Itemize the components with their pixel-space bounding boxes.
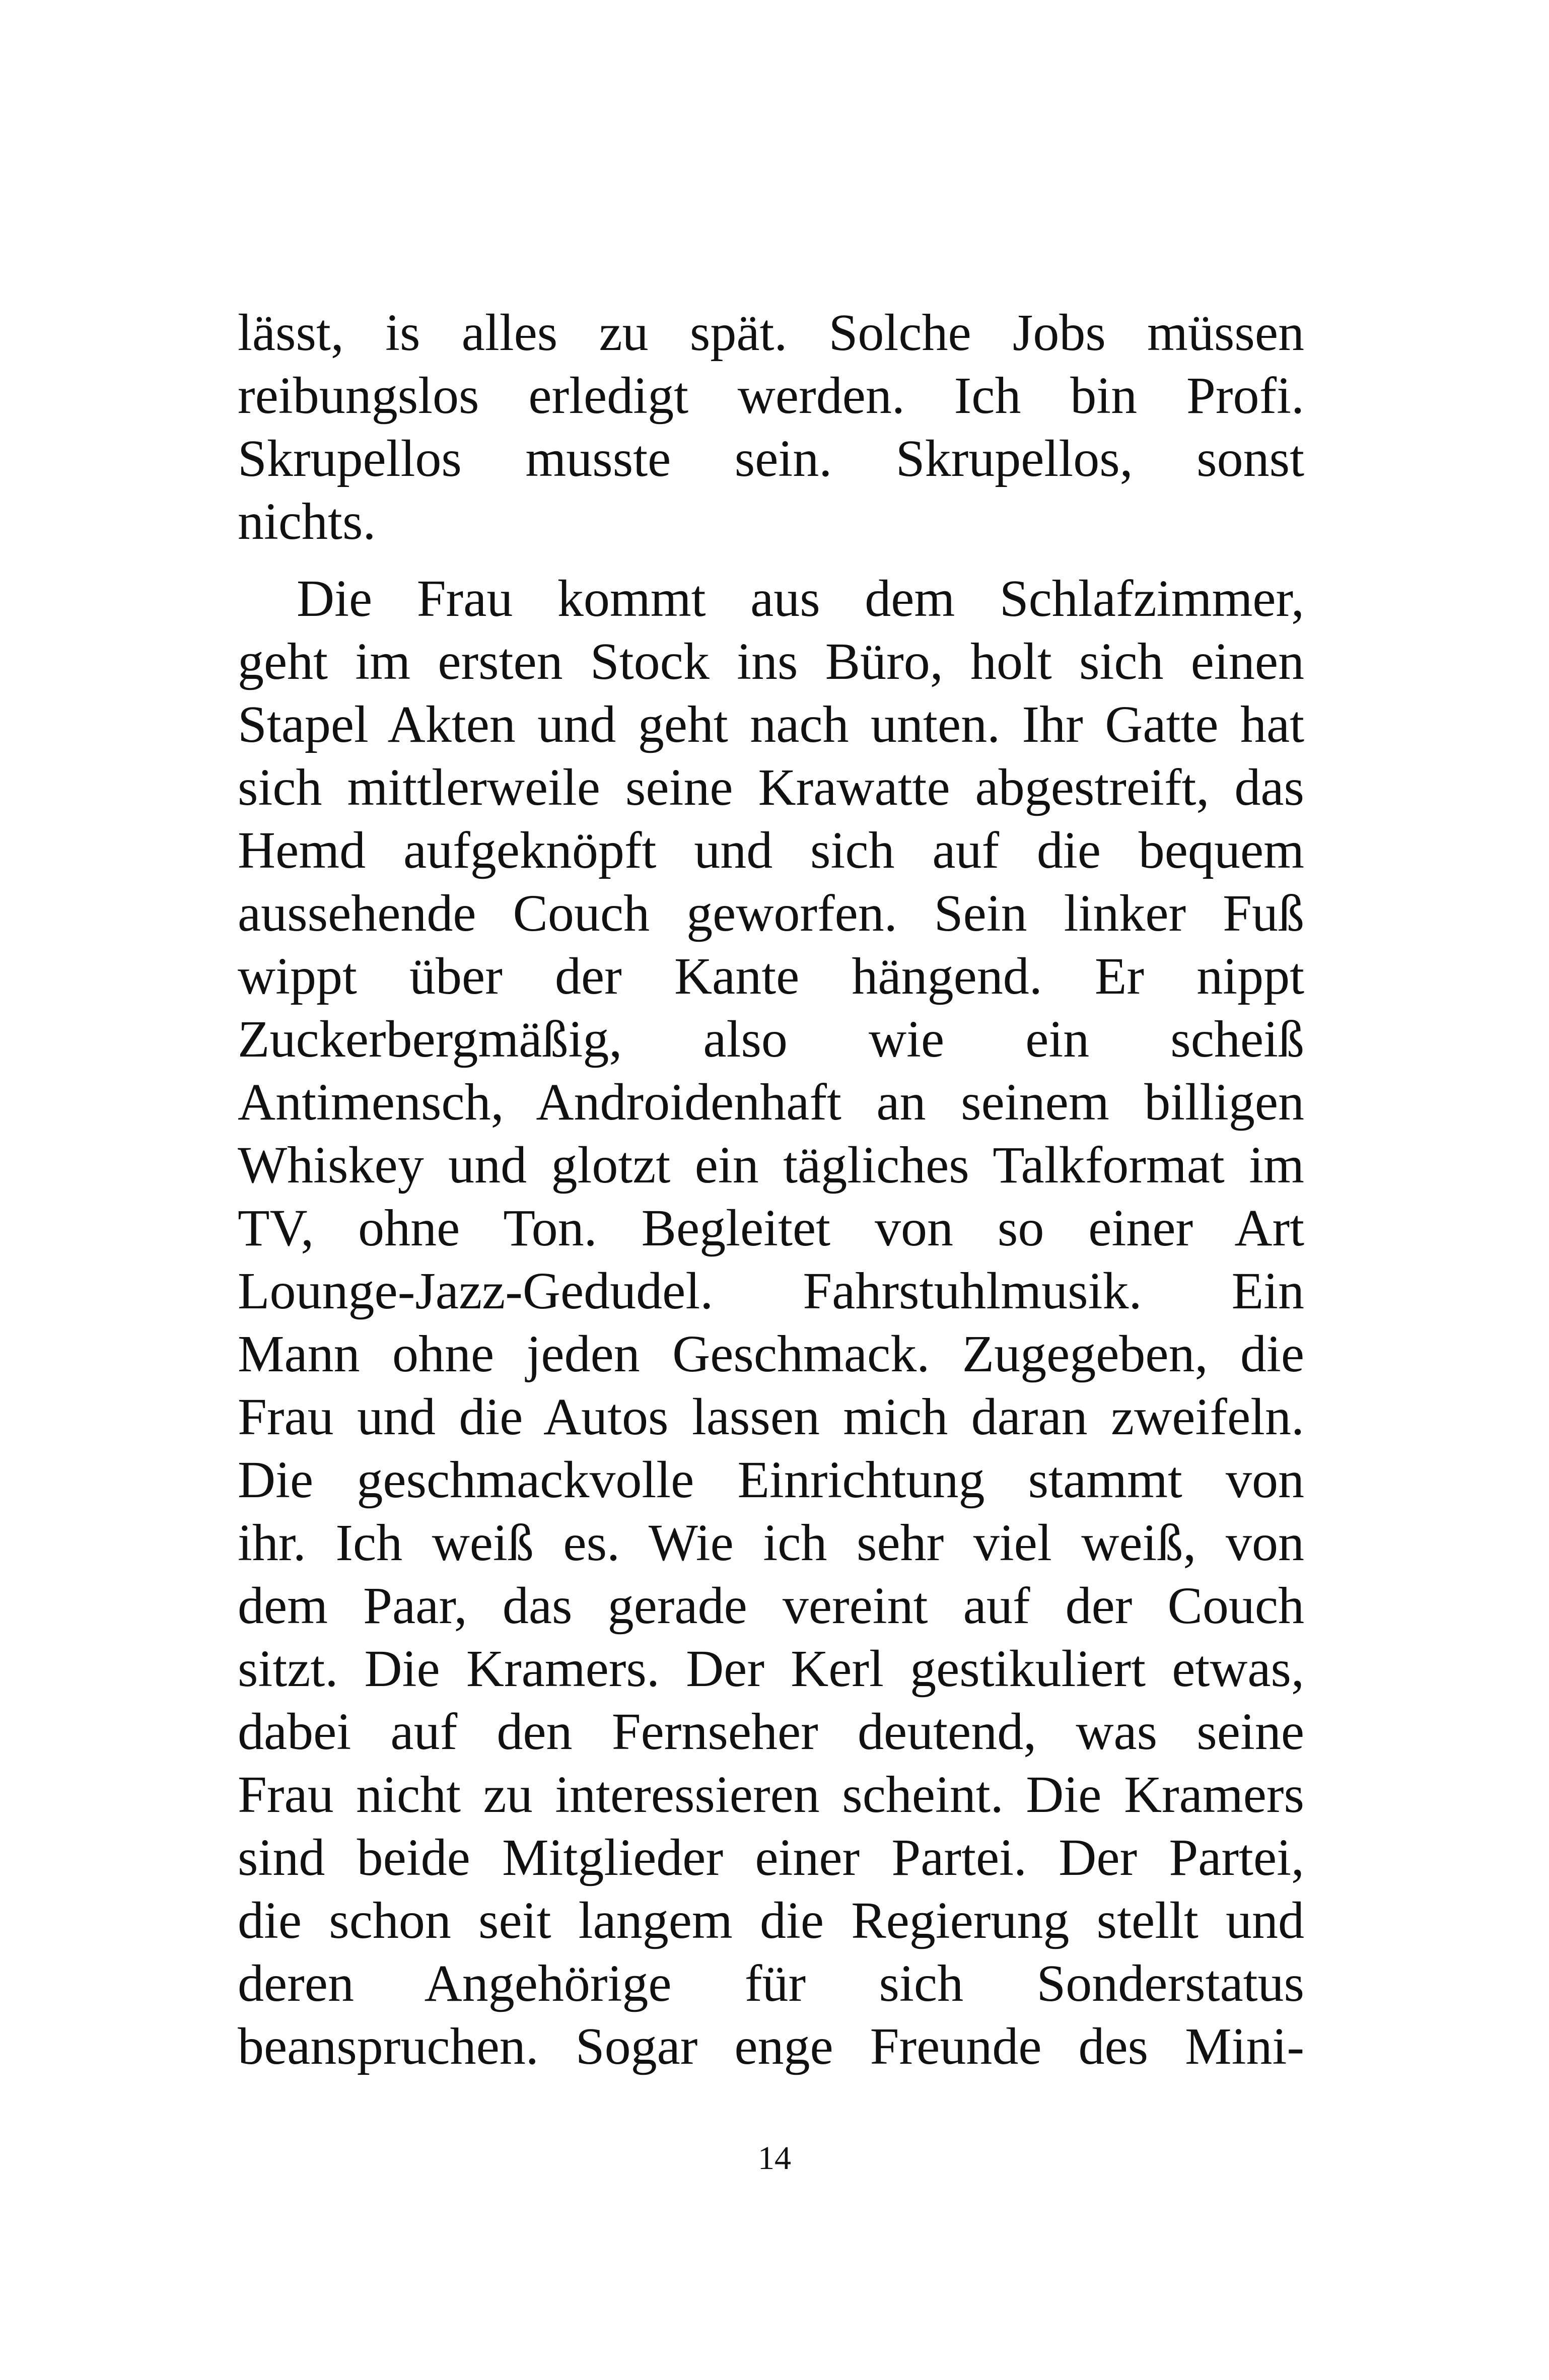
- text-line: Frau und die Autos lassen mich daran zweifeln.: [238, 1388, 1304, 1446]
- text-line: reibungslos erledigt werden. Ich bin Profi.: [238, 367, 1304, 425]
- body-text: [238, 301, 1304, 2078]
- text-line: geht im ersten Stock ins Büro, holt sich einen: [238, 633, 1304, 690]
- text-line: sich mittlerweile seine Krawatte abgestreift, das: [238, 758, 1304, 816]
- text-line: Zuckerbergmäßig, also wie ein scheiß: [238, 1010, 1304, 1068]
- text-line: die schon seit langem die Regierung stellt und: [238, 1892, 1304, 1949]
- text-line: Lounge-Jazz-Gedudel. Fahrstuhlmusik. Ein: [238, 1262, 1304, 1320]
- text-line: sitzt. Die Kramers. Der Kerl gestikuliert etwas,: [238, 1640, 1304, 1698]
- paragraph: [238, 567, 1304, 2078]
- text-line: deren Angehörige für sich Sonderstatus: [238, 1954, 1304, 2012]
- text-line: Hemd aufgeknöpft und sich auf die bequem: [238, 821, 1304, 879]
- text-line: aussehende Couch geworfen. Sein linker Fuß: [238, 884, 1304, 942]
- page-number: 14: [758, 2140, 791, 2177]
- text-line: Antimensch, Androidenhaft an seinem billigen: [238, 1073, 1304, 1131]
- text-line: nichts.: [238, 493, 376, 550]
- text-line: Mann ohne jeden Geschmack. Zugegeben, die: [238, 1325, 1304, 1383]
- paragraph-gap: [238, 553, 1304, 567]
- text-line: wippt über der Kante hängend. Er nippt: [238, 947, 1304, 1005]
- text-line: Whiskey und glotzt ein tägliches Talkformat im: [238, 1136, 1304, 1194]
- text-line: TV, ohne Ton. Begleitet von so einer Art: [238, 1199, 1304, 1257]
- text-line: Die Frau kommt aus dem Schlafzimmer,: [297, 570, 1304, 627]
- text-line: lässt, is alles zu spät. Solche Jobs müssen: [238, 304, 1304, 362]
- text-line: Frau nicht zu interessieren scheint. Die Kramers: [238, 1766, 1304, 1824]
- text-line: beanspruchen. Sogar enge Freunde des Mini-: [238, 2017, 1304, 2075]
- text-line: Stapel Akten und geht nach unten. Ihr Gatte hat: [238, 695, 1304, 753]
- text-line: Skrupellos musste sein. Skrupellos, sonst: [238, 430, 1304, 487]
- paragraph: [238, 301, 1304, 553]
- text-line: Die geschmackvolle Einrichtung stammt von: [238, 1451, 1304, 1509]
- text-line: ihr. Ich weiß es. Wie ich sehr viel weiß, von: [238, 1514, 1304, 1572]
- text-line: dabei auf den Fernseher deutend, was seine: [238, 1703, 1304, 1761]
- text-line: sind beide Mitglieder einer Partei. Der Partei,: [238, 1829, 1304, 1886]
- text-line: dem Paar, das gerade vereint auf der Couch: [238, 1577, 1304, 1635]
